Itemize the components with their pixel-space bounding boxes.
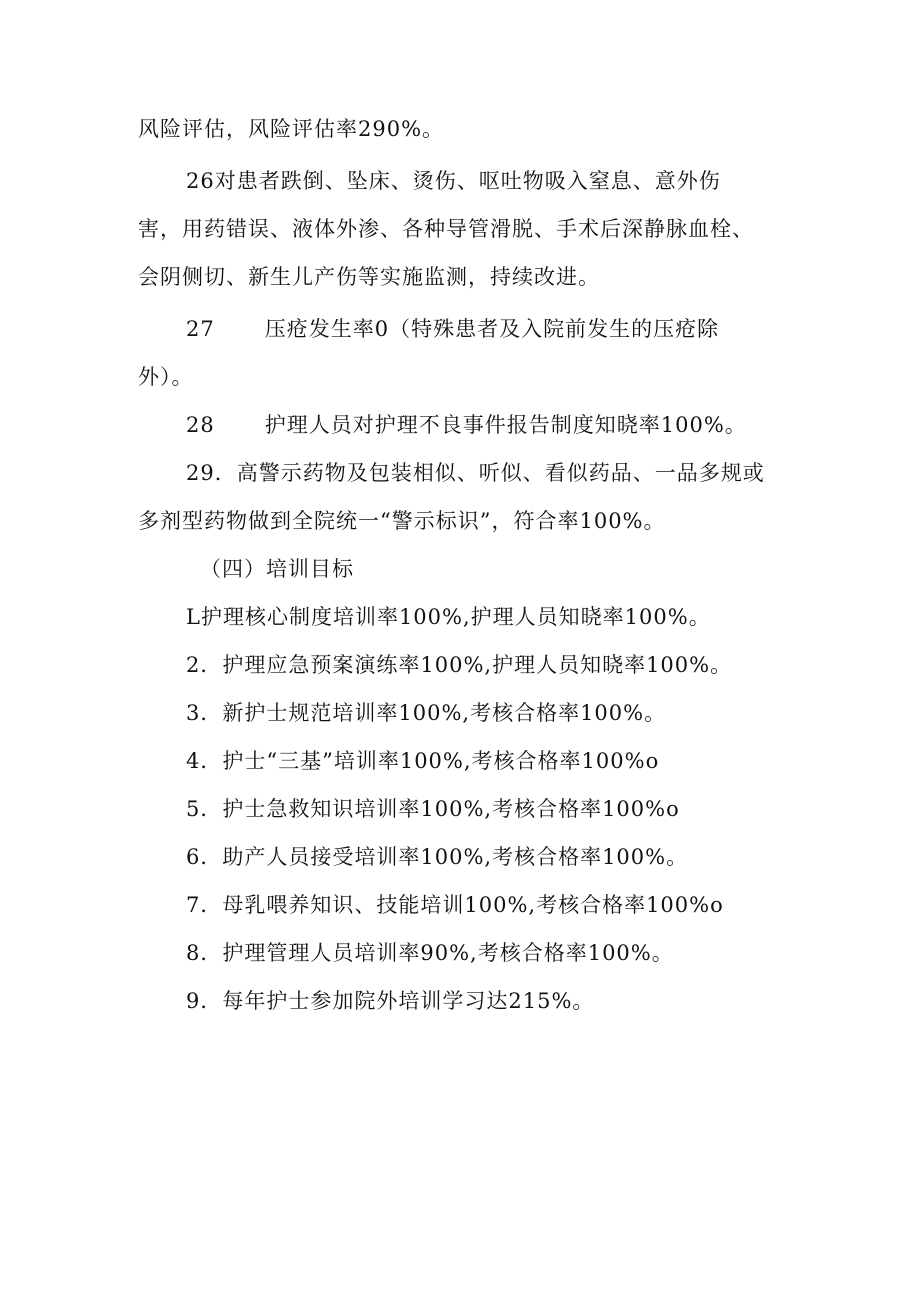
text-line: 26对患者跌倒、坠床、烫伤、呕吐物吸入窒息、意外伤 — [186, 169, 721, 193]
text-line: 会阴侧切、新生儿产伤等实施监测，持续改进。 — [138, 265, 600, 289]
list-item: 5．护士急救知识培训率100%,考核合格率100%o — [186, 797, 680, 821]
list-item: 6．助产人员接受培训率100%,考核合格率100%。 — [186, 845, 689, 869]
text-line: 风险评估，风险评估率290%。 — [138, 117, 445, 141]
list-item: 7．母乳喂养知识、技能培训100%,考核合格率100%o — [186, 893, 724, 917]
text-line: 多剂型药物做到全院统一“警示标识”，符合率100%。 — [138, 509, 666, 533]
text-line: 外）。 — [138, 365, 194, 389]
list-item: 4．护士“三基”培训率100%,考核合格率100%o — [186, 749, 660, 773]
item-number: 28 — [186, 413, 215, 437]
text-line — [186, 314, 719, 344]
text-line — [186, 410, 747, 440]
list-item: 3．新护士规范培训率100%,考核合格率100%。 — [186, 701, 667, 725]
item-number: 27 — [186, 317, 215, 341]
item-text: 护理人员对护理不良事件报告制度知晓率100%。 — [264, 413, 747, 437]
list-item: 9．每年护士参加院外培训学习达215%。 — [186, 989, 595, 1013]
list-item: 2．护理应急预案演练率100%,护理人员知晓率100%。 — [186, 653, 733, 677]
list-item: L护理核心制度培训率100%,护理人员知晓率100%。 — [186, 605, 711, 629]
text-line: 害，用药错误、液体外渗、各种导管滑脱、手术后深静脉血栓、 — [138, 217, 754, 241]
list-item: 8．护理管理人员培训率90%,考核合格率100%。 — [186, 941, 674, 965]
item-text: 压疮发生率0（特殊患者及入院前发生的压疮除 — [264, 317, 720, 341]
text-line: 29．高警示药物及包装相似、听似、看似药品、一品多规或 — [186, 461, 765, 485]
section-heading: （四）培训目标 — [200, 557, 354, 581]
